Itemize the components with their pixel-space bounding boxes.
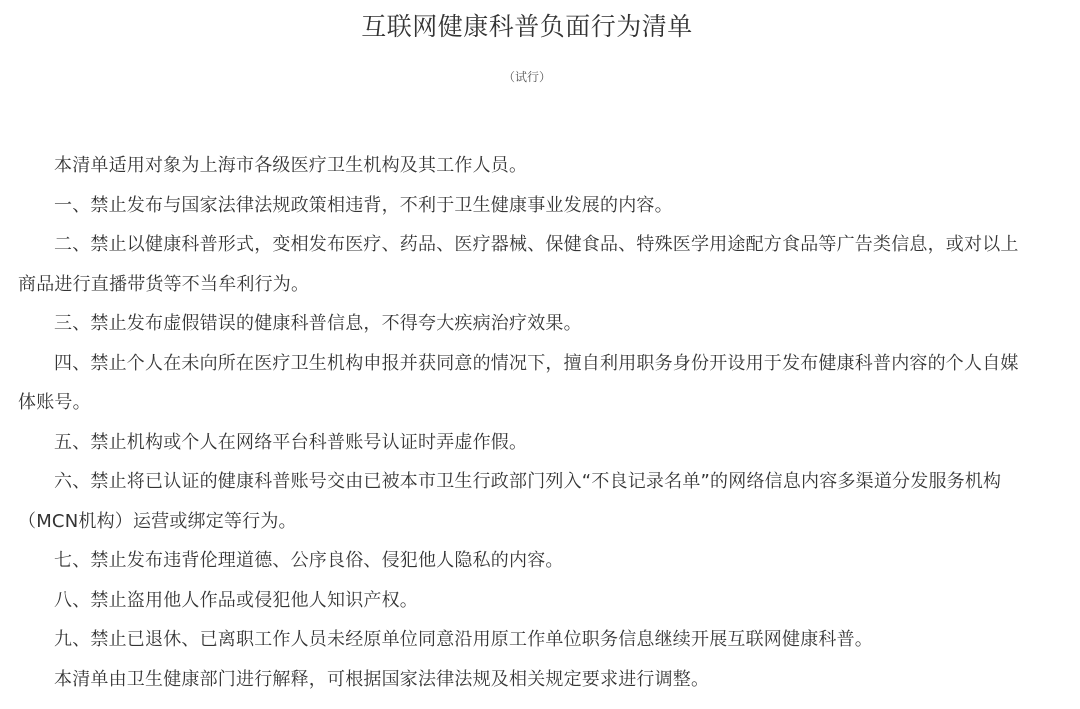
document-subtitle: （试行） <box>502 70 551 84</box>
document-title: 互联网健康科普负面行为清单 <box>361 12 693 41</box>
paragraph-item-9: 九、禁止已退休、已离职工作人员未经原单位同意沿用原工作单位职务信息继续开展互联网健康科普。 <box>54 629 873 650</box>
paragraph-item-5: 五、禁止机构或个人在网络平台科普账号认证时弄虚作假。 <box>54 431 528 453</box>
paragraph-item-3: 三、禁止发布虚假错误的健康科普信息，不得夸大疾病治疗效果。 <box>54 313 582 334</box>
paragraph-scope: 本清单适用对象为上海市各级医疗卫生机构及其工作人员。 <box>54 155 528 176</box>
paragraph-item-6: 六、禁止将已认证的健康科普账号交由已被本市卫生行政部门列入“不良记录名单”的网络信息内容多渠道分发服务机构（MCN机构）运营或绑定等行为。 <box>18 471 1002 532</box>
document-body <box>18 146 1036 699</box>
paragraph-item-2: 二、禁止以健康科普形式，变相发布医疗、药品、医疗器械、保健食品、特殊医学用途配方食品等广告类信息，或对以上商品进行直播带货等不当牟利行为。 <box>18 234 1019 295</box>
paragraph-item-1: 一、禁止发布与国家法律法规政策相违背，不利于卫生健康事业发展的内容。 <box>54 194 673 216</box>
paragraph-interpretation: 本清单由卫生健康部门进行解释，可根据国家法律法规及相关规定要求进行调整。 <box>54 668 710 690</box>
paragraph-item-8: 八、禁止盗用他人作品或侵犯他人知识产权。 <box>54 589 418 611</box>
paragraph-item-7: 七、禁止发布违背伦理道德、公序良俗、侵犯他人隐私的内容。 <box>54 550 564 571</box>
paragraph-item-4: 四、禁止个人在未向所在医疗卫生机构申报并获同意的情况下，擅自利用职务身份开设用于发布健康科普内容的个人自媒体账号。 <box>18 352 1019 413</box>
